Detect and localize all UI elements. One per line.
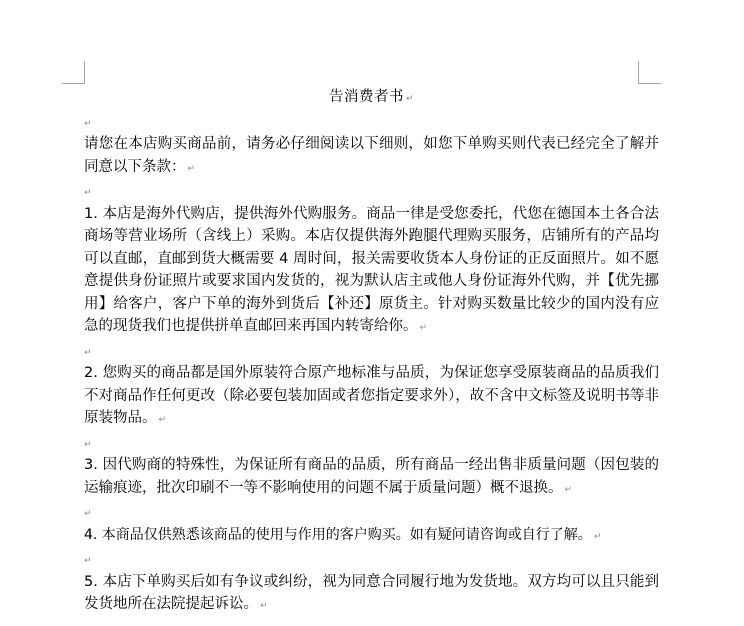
- document-title: [84, 86, 659, 111]
- paragraph-text: 4. 本商品仅供熟悉该商品的使用与作用的客户购买。如有疑问请咨询或自行了解。: [84, 526, 592, 543]
- paragraph-mark-icon: ↵: [84, 439, 92, 450]
- blank-line: [84, 340, 659, 363]
- paragraph-mark-icon: ↵: [84, 188, 92, 198]
- paragraph-text: 1. 本店是海外代购店，提供海外代购服务。商品一律是受您委托，代您在德国本土各合法商场等营业场所（含线上）采购。本店仅提供海外跑腿代理购买服务，店铺所有的产品均可以直邮，直邮到货大概需要 4 周时间，报关需要收货本人身份证的正反面照片。如不愿意提供身份证照片或要求国内发货的，视为默认店主或他人身份证海外代购，并【优先挪用】给客户，客户下单的海外到货后【补还】原货主。针对购买数量比较少的国内没有应急的现货我们也提供拼单直邮回来再国内转寄给你。: [84, 205, 659, 334]
- paragraph-text: 2. 您购买的商品都是国外原装符合原产地标准与品质，为保证您享受原装商品的品质我们不对商品作任何更改（除必要包装加固或者您指定要求外），故不含中文标签及说明书等非原装物品。: [84, 365, 659, 426]
- blank-line: [84, 548, 659, 571]
- paragraph-mark-icon: ↵: [564, 484, 573, 495]
- paragraph-clause-5: [84, 571, 659, 618]
- margin-corner-top-right: [638, 61, 661, 84]
- paragraph-mark-icon: ↵: [593, 531, 602, 542]
- paragraph-mark-icon: ↵: [405, 94, 415, 104]
- paragraph-clause-2: [84, 362, 659, 432]
- paragraph-mark-icon: ↵: [84, 118, 92, 129]
- blank-line: [84, 432, 659, 455]
- paragraph-mark-icon: ↵: [187, 163, 196, 174]
- paragraph-mark-icon: ↵: [260, 601, 268, 611]
- paragraph-clause-4: [84, 524, 659, 549]
- paragraph-mark-icon: ↵: [419, 323, 428, 333]
- document-body[interactable]: [84, 86, 659, 618]
- blank-line: [84, 180, 659, 203]
- paragraph-mark-icon: ↵: [158, 415, 167, 425]
- paragraph-clause-1: [84, 203, 659, 340]
- blank-line: [84, 111, 659, 134]
- paragraph-text: 请您在本店购买商品前，请务必仔细阅读以下细则，如您下单购买则代表已经完全了解并同意以下条款：: [84, 136, 659, 175]
- paragraph-text: 3. 因代购商的特殊性，为保证所有商品的品质，所有商品一经出售非质量问题（因包装的运输痕迹，批次印刷不一等不影响使用的问题不属于质量问题）概不退换。: [84, 457, 659, 496]
- paragraph-intro: [84, 133, 659, 180]
- paragraph-mark-icon: ↵: [84, 347, 92, 358]
- blank-line: [84, 501, 659, 524]
- title-text: 告消费者书: [328, 89, 404, 105]
- paragraph-mark-icon: ↵: [84, 556, 92, 566]
- margin-corner-top-left: [62, 61, 85, 84]
- paragraph-clause-3: [84, 454, 659, 501]
- paragraph-mark-icon: ↵: [84, 509, 92, 519]
- paragraph-text: 5. 本店下单购买后如有争议或纠纷，视为同意合同履行地为发货地。双方均可以且只能到发货地所在法院提起诉讼。: [84, 573, 659, 612]
